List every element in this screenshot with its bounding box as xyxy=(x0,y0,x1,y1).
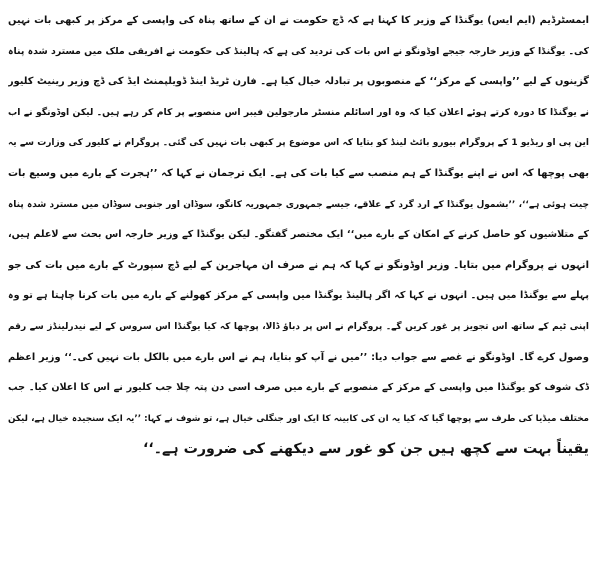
article-line: وصول کرے گا۔ اوڈونگو نے غصے سے جواب دیا: ’’میں نے آپ کو بتایا، ہم نے اس بارے میں بالکل بات نہیں کی۔‘‘ وزیر اعظم xyxy=(8,351,589,363)
article-line: چیت ہوئی ہے‘‘، ’’بشمول یوگنڈا کے ارد گرد کے علاقے، جیسے جمہوری جمہوریہ کانگو، سوڈان اور جنوبی سوڈان میں مسترد شدہ پناہ xyxy=(8,199,589,210)
article-line: پہلے سے یوگنڈا میں ہیں۔ انہوں نے کہا کہ اگر ہالینڈ یوگنڈا میں واپسی کے مرکز کھولنے کے بارے میں بات کرنا چاہتا ہے تو وہ xyxy=(8,290,589,302)
article-line: این پی او ریڈیو 1 کے پروگرام بیورو بائٹ لینڈ کو بتایا کہ اس موضوع پر کبھی بات نہیں کی گئی۔ پروگرام نے کلیور کی وزارت سے یہ xyxy=(8,138,589,149)
article-line: بھی پوچھا کہ اس نے اپنے یوگنڈا کے ہم منصب سے کیا بات کی ہے۔ ایک ترجمان نے کہا کہ ’’ہجرت کے بارے میں وسیع بات xyxy=(8,167,589,179)
article-line: مختلف میڈیا کی طرف سے پوچھا گیا کہ کیا یہ ان کی کابینہ کا ایک اور جنگلی خیال ہے، تو شوف نے کہا: ’’یہ ایک سنجیدہ خیال ہے، لیکن xyxy=(8,413,589,424)
article-line: اپنی ٹیم کے ساتھ اس تجویز پر غور کریں گے۔ پروگرام نے اس پر دباؤ ڈالا، پوچھا کہ کیا یوگنڈا اس سروس کے لیے نیدرلینڈز سے رقم xyxy=(8,321,589,332)
article-line: ڈک شوف کو یوگنڈا میں واپسی کے مرکز کے منصوبے کے بارے میں صرف اسی دن پتہ چلا جب کلیور نے اس کا اعلان کیا۔ جب xyxy=(8,382,589,394)
article-line: نے یوگنڈا کا دورہ کرتے ہوئے اعلان کیا کہ وہ اور اسائلم منسٹر مارجولین فیبر اس منصوبے پر کام کر رہے ہیں۔ لیکن اوڈونگو نے اب xyxy=(8,106,589,118)
article-line: کی۔ یوگنڈا کے وزیر خارجہ جیجے اوڈونگو نے اس بات کی تردید کی ہے کہ ہالینڈ کی حکومت نے افریقی ملک میں مسترد شدہ پناہ xyxy=(8,45,589,57)
article-line: کے متلاشیوں کو حاصل کرنے کے امکان کے بارے میں‘‘ ایک مختصر گفتگو۔ لیکن یوگنڈا کے وزیر خارجہ اس بحث سے لاعلم ہیں، xyxy=(8,229,589,241)
article-line: ایمسٹرڈیم (ایم ایس) یوگنڈا کے وزیر کا کہنا ہے کہ ڈچ حکومت نے ان کے ساتھ پناہ کی واپسی کے مرکز پر کبھی بات نہیں xyxy=(8,15,589,26)
article-line: گزینوں کے لیے ’’واپسی کے مرکز‘‘ کے منصوبوں پر تبادلہ خیال کیا ہے۔ فارن ٹریڈ اینڈ ڈویلپمنٹ ایڈ کی ڈچ وزیر رینیٹ کلیور xyxy=(8,76,589,88)
article-line: انہوں نے پروگرام میں بتایا۔ وزیر اوڈونگو نے کہا کہ ہم نے صرف ان مہاجرین کے لیے ڈچ سپورٹ کے بارے میں بات کی جو xyxy=(8,259,589,271)
article-line: یقیناً بہت سے کچھ ہیں جن کو غور سے دیکھنے کی ضرورت ہے۔‘‘ xyxy=(142,441,589,458)
